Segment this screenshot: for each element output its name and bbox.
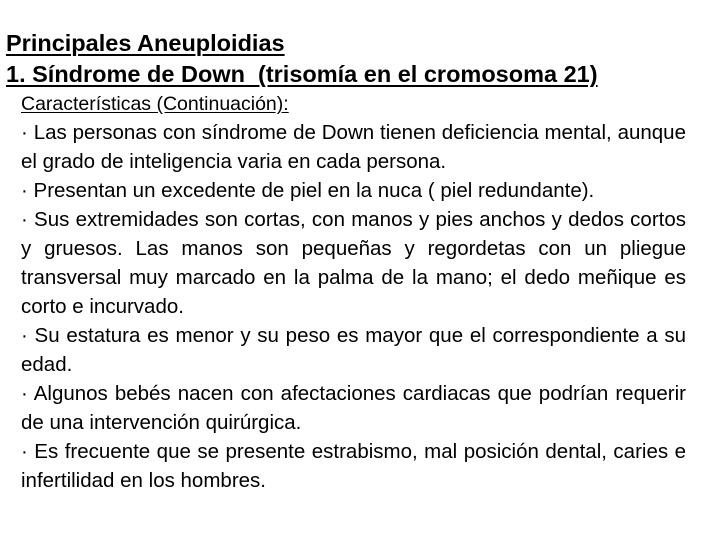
section-label: Características (Continuación):: [21, 93, 289, 115]
bullet-item: · Las personas con síndrome de Down tienen deficiencia mental, aunque el grado de inteligencia varia en cada persona.: [21, 121, 686, 173]
bullet-item: · Presentan un excedente de piel en la nuca ( piel redundante).: [21, 179, 595, 202]
bullet-item: · Su estatura es menor y su peso es mayor que el correspondiente a su edad.: [21, 324, 686, 376]
slide-title: Principales Aneuploidias: [6, 30, 285, 56]
slide-subtitle: 1. Síndrome de Down (trisomía en el cromosoma 21): [6, 61, 598, 87]
bullet-list: [21, 118, 686, 495]
bullet-item: · Es frecuente que se presente estrabismo, mal posición dental, caries e infertilidad en los hombres.: [21, 440, 686, 492]
bullet-item: · Sus extremidades son cortas, con manos y pies anchos y dedos cortos y gruesos. Las manos son pequeñas y regordetas con un pliegue transversal muy marcado en la palma de la mano; el dedo meñique es corto e incurvado.: [21, 208, 686, 318]
bullet-item: · Algunos bebés nacen con afectaciones cardiacas que podrían requerir de una intervención quirúrgica.: [21, 382, 686, 434]
